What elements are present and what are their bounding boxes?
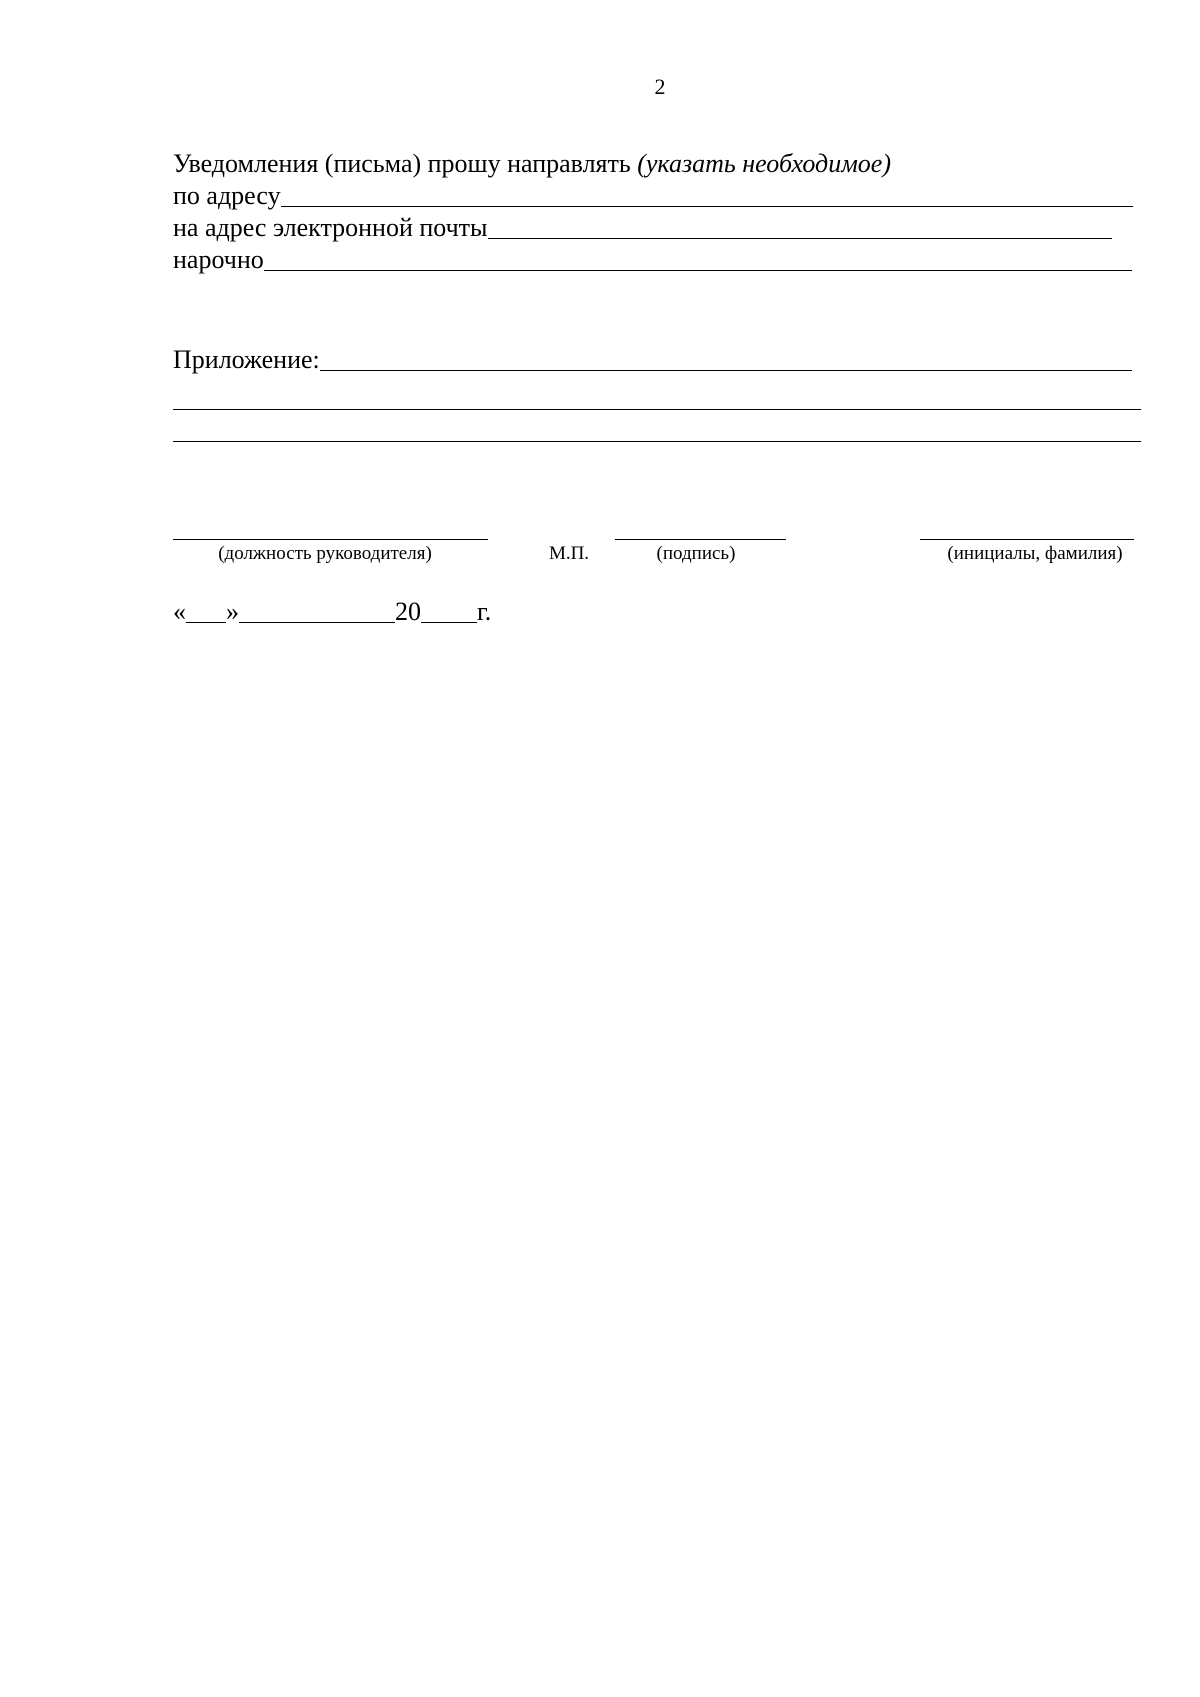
notifications-intro-line — [173, 148, 891, 180]
date-year-field[interactable] — [421, 596, 477, 623]
signature-caption: (подпись) — [656, 543, 736, 564]
attachment-label: Приложение: — [173, 345, 320, 374]
by-address-row — [173, 180, 1133, 212]
notifications-intro-note: (указать необходимое) — [637, 149, 892, 178]
attachment-extra-line-1[interactable] — [173, 409, 1141, 410]
notifications-intro: Уведомления (письма) прошу направлять — [173, 149, 631, 178]
by-email-label: на адрес электронной почты — [173, 213, 488, 242]
position-line[interactable] — [173, 539, 488, 540]
attachment-extra-line-2[interactable] — [173, 441, 1141, 442]
stamp-label: М.П. — [548, 543, 590, 564]
date-day-field[interactable] — [186, 596, 226, 623]
by-email-field[interactable] — [488, 212, 1112, 239]
page-number: 2 — [654, 74, 666, 99]
by-hand-field[interactable] — [264, 244, 1132, 271]
date-row — [173, 596, 491, 628]
by-email-row — [173, 212, 1112, 244]
date-open-quote: « — [173, 597, 186, 626]
signature-line[interactable] — [615, 539, 786, 540]
attachment-row — [173, 344, 1132, 376]
name-caption: (инициалы, фамилия) — [947, 543, 1123, 564]
by-hand-row — [173, 244, 1132, 276]
by-hand-label: нарочно — [173, 245, 264, 274]
date-year-suffix: г. — [477, 597, 492, 626]
by-address-label: по адресу — [173, 181, 281, 210]
date-month-field[interactable] — [239, 596, 395, 623]
attachment-field[interactable] — [320, 344, 1132, 371]
by-address-field[interactable] — [281, 180, 1133, 207]
position-caption: (должность руководителя) — [218, 543, 432, 564]
name-line[interactable] — [920, 539, 1134, 540]
date-close-quote: » — [226, 597, 239, 626]
date-century: 20 — [395, 597, 421, 626]
